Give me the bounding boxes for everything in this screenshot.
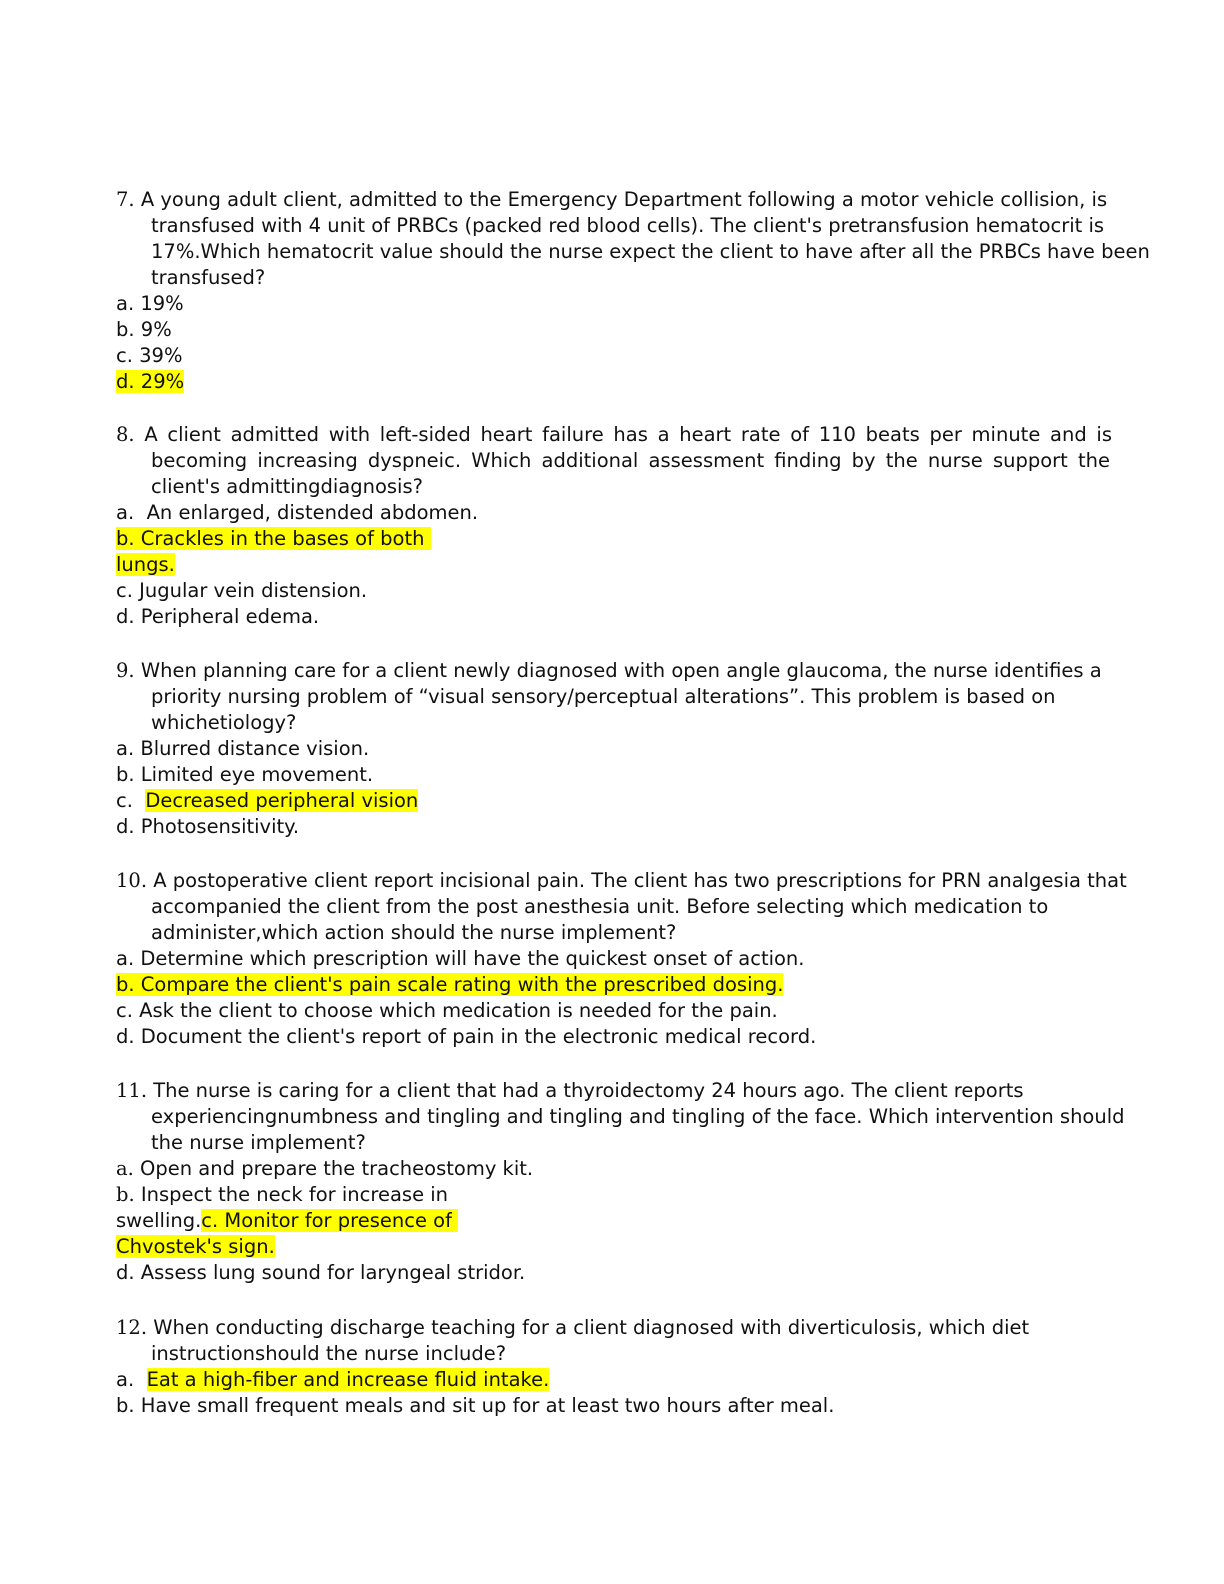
option-letter: a. (116, 1368, 135, 1391)
question-stem-line (116, 658, 1140, 684)
question-stem-line: instructionshould the nurse include? (151, 1342, 507, 1365)
answer-option-c (116, 343, 1140, 369)
question-stem-line (116, 187, 1140, 213)
answer-option-a (116, 1156, 1140, 1182)
answer-option-d (116, 604, 1140, 630)
option-letter: b. (116, 527, 135, 550)
answer-option-a (116, 500, 1140, 526)
option-text: Jugular vein distension. (139, 579, 368, 602)
option-text: 19% (140, 292, 184, 315)
option-text: 29% (140, 370, 185, 393)
highlighted-answer (116, 527, 431, 550)
question-number: 9. (116, 659, 135, 682)
question-number: 11. (116, 1079, 148, 1102)
answer-option-b (116, 317, 1140, 343)
question-7 (116, 187, 1150, 395)
option-letter: d. (116, 1025, 135, 1048)
option-text: Determine which prescription will have the quickest onset of action. (140, 947, 805, 970)
question-number: 8. (116, 423, 135, 446)
question-stem-line: becoming increasing dyspneic. Which additional assessment finding by the nurse support the (151, 449, 1110, 472)
question-11 (116, 1078, 1140, 1286)
option-text: Peripheral edema. (140, 605, 320, 628)
option-letter: d. (116, 370, 135, 393)
option-letter: a. (116, 501, 135, 524)
option-letter: c. (116, 789, 133, 812)
question-stem-line (116, 868, 1140, 894)
option-text: Crackles in the bases of both (140, 527, 425, 550)
stem-text: When planning care for a client newly diagnosed with open angle glaucoma, the nurse identifies a (140, 659, 1102, 682)
answer-option-b (116, 972, 1140, 998)
answer-option-c (116, 788, 1140, 814)
question-8 (116, 422, 1140, 630)
question-number: 7. (116, 188, 135, 211)
option-text: 39% (139, 344, 183, 367)
option-letter: a. (116, 292, 135, 315)
option-letter: d. (116, 605, 135, 628)
question-stem-line: administer,which action should the nurse implement? (151, 921, 677, 944)
option-text: 9% (140, 318, 172, 341)
answer-option-d (116, 1260, 1140, 1286)
option-letter: a. (116, 947, 135, 970)
option-letter: b. (116, 1183, 135, 1206)
highlighted-answer: lungs. (116, 553, 175, 576)
question-9 (116, 658, 1140, 840)
answer-option-c (116, 998, 1140, 1024)
option-text: Document the client's report of pain in the electronic medical record. (140, 1025, 817, 1048)
question-stem-line (116, 1078, 1140, 1104)
question-stem-line (116, 422, 1112, 448)
stem-text: A postoperative client report incisional pain. The client has two prescriptions for PRN analgesia that (153, 869, 1127, 892)
option-text: swelling. (116, 1209, 202, 1232)
option-letter: c. (116, 999, 133, 1022)
option-text: Open and prepare the tracheostomy kit. (140, 1157, 534, 1180)
option-text: Blurred distance vision. (140, 737, 370, 760)
highlighted-answer: Eat a high-fiber and increase fluid intake. (146, 1368, 550, 1391)
option-letter: c. (116, 344, 133, 367)
option-text: Have small frequent meals and sit up for at least two hours after meal. (140, 1394, 835, 1417)
highlighted-answer: c. Monitor for presence of (201, 1209, 452, 1232)
question-stem-line (116, 1315, 1140, 1341)
question-stem-line: transfused? (151, 266, 266, 289)
option-text: Compare the client's pain scale rating with the prescribed dosing. (140, 973, 784, 996)
option-letter: a. (116, 737, 135, 760)
option-letter: b. (116, 763, 135, 786)
question-number: 10. (116, 869, 148, 892)
question-stem-line: experiencingnumbness and tingling and tingling and tingling of the face. Which intervention should (151, 1105, 1125, 1128)
question-12 (116, 1315, 1140, 1419)
answer-option-b (116, 1393, 1140, 1419)
answer-option-d (116, 1024, 1140, 1050)
option-letter: b. (116, 1394, 135, 1417)
answer-option-a (116, 291, 1140, 317)
option-letter: d. (116, 1261, 135, 1284)
answer-option-c (116, 578, 1140, 604)
option-text: Assess lung sound for laryngeal stridor. (140, 1261, 526, 1284)
answer-option-a (116, 946, 1140, 972)
question-stem-line: whichetiology? (151, 711, 297, 734)
answer-option-c-continued (116, 1234, 1140, 1260)
answer-option-b (116, 526, 1140, 552)
question-stem-line: client's admittingdiagnosis? (151, 475, 423, 498)
question-stem-line: priority nursing problem of “visual sensory/perceptual alterations”. This problem is based on (151, 685, 1056, 708)
highlighted-answer: Chvostek's sign. (116, 1235, 275, 1258)
option-text: Limited eye movement. (140, 763, 374, 786)
option-text: Ask the client to choose which medication is needed for the pain. (139, 999, 778, 1022)
option-letter: b. (116, 318, 135, 341)
stem-text: A client admitted with left-sided heart failure has a heart rate of 110 beats per minute and is (144, 423, 1112, 446)
question-stem-line: transfused with 4 unit of PRBCs (packed red blood cells). The client's pretransfusion hematocrit is (151, 214, 1105, 237)
stem-text: When conducting discharge teaching for a client diagnosed with diverticulosis, which diet (153, 1316, 1030, 1339)
highlighted-answer: Decreased peripheral vision (145, 789, 419, 812)
answer-option-a (116, 1367, 1140, 1393)
answer-option-b-continued (116, 1208, 1140, 1234)
question-number: 12. (116, 1316, 148, 1339)
option-text: Inspect the neck for increase in (140, 1183, 449, 1206)
answer-option-b (116, 1182, 1140, 1208)
stem-text: The nurse is caring for a client that had a thyroidectomy 24 hours ago. The client reports (153, 1079, 1024, 1102)
option-letter: d. (116, 815, 135, 838)
answer-option-d (116, 814, 1140, 840)
stem-text: A young adult client, admitted to the Emergency Department following a motor vehicle collision, is (140, 188, 1108, 211)
answer-option-b (116, 762, 1140, 788)
question-stem-line: the nurse implement? (151, 1131, 366, 1154)
question-10 (116, 868, 1140, 1050)
question-stem-line: 17%.Which hematocrit value should the nurse expect the client to have after all the PRBCs have been (151, 240, 1150, 263)
option-text: An enlarged, distended abdomen. (146, 501, 479, 524)
answer-option-a (116, 736, 1140, 762)
question-stem-line: accompanied the client from the post anesthesia unit. Before selecting which medication to (151, 895, 1049, 918)
option-letter: a. (116, 1157, 134, 1180)
highlighted-answer (116, 973, 783, 996)
option-letter: b. (116, 973, 135, 996)
answer-option-d (116, 369, 1140, 395)
answer-option-b-continued (116, 552, 1140, 578)
option-text: Photosensitivity. (140, 815, 300, 838)
option-letter: c. (116, 579, 133, 602)
highlighted-answer (116, 370, 184, 393)
